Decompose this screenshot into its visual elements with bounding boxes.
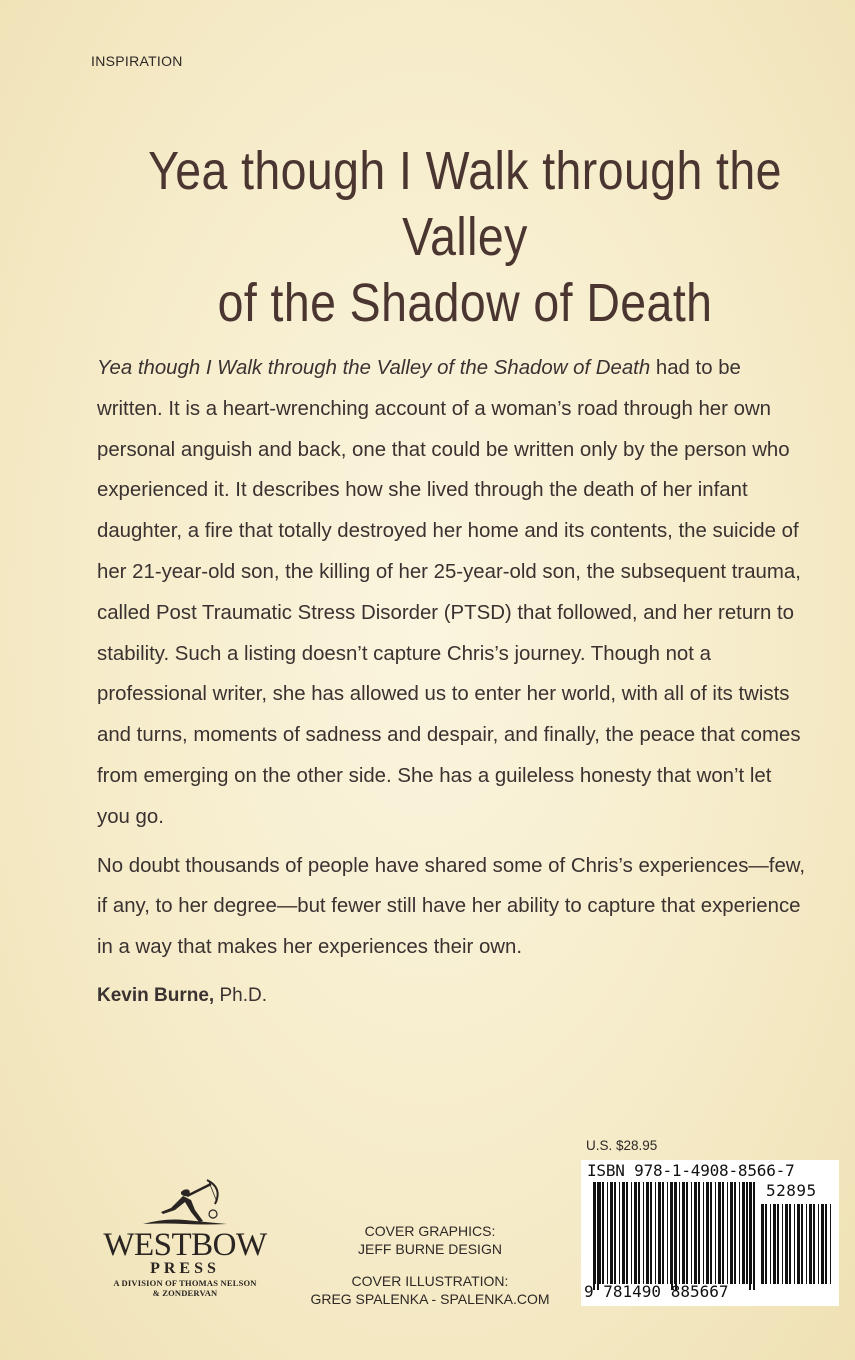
barcode-bar — [830, 1204, 831, 1284]
barcode-bar — [730, 1182, 733, 1284]
blurb-paragraph-1-text: had to be written. It is a heart-wrenching account of a woman’s road through her own personal anguish and back, one that could be written only by the person who experienced it. It describes how she lived through the death of her infant daughter, a fire that totally destroyed her home and its contents, the suicide of her 21-year-old son, the killing of her 25-year-old son, the subsequent trauma, called Post Traumatic Stress Disorder (PTSD) that followed, and her return to stability. Such a listing doesn’t capture Chris’s journey. Though not a professional writer, she has allowed us to enter her world, with all of its twists and turns, moments of sadness and despair, and finally, the peace that comes from emerging on the other side. She has a guileless honesty that won’t let you go. — [97, 357, 801, 828]
cover-graphics-label: COVER GRAPHICS: — [364, 1223, 496, 1239]
barcode-bar — [595, 1182, 596, 1284]
barcode-bar — [691, 1182, 692, 1284]
isbn-barcode — [581, 1160, 839, 1306]
barcode-bar — [650, 1182, 652, 1284]
barcode-bar — [614, 1182, 616, 1284]
barcode-bar — [703, 1182, 704, 1284]
barcode-bar — [801, 1204, 803, 1284]
barcode-bar — [686, 1182, 688, 1284]
barcode-bar — [821, 1204, 824, 1284]
book-title — [117, 138, 814, 336]
cover-illustration-label: COVER ILLUSTRATION: — [351, 1273, 509, 1289]
barcode-guard-bar — [593, 1182, 595, 1290]
author-degree: Ph.D. — [214, 984, 268, 1006]
barcode-bar — [806, 1204, 807, 1284]
barcode-bar — [694, 1182, 697, 1284]
barcode-bar — [634, 1182, 637, 1284]
barcode-guard-bar — [597, 1182, 599, 1290]
barcode-bar — [809, 1204, 812, 1284]
barcode-bar — [777, 1204, 779, 1284]
barcode-number: 9 781490 885667 — [584, 1282, 729, 1301]
barcode-bar — [761, 1204, 764, 1284]
barcode-bar — [655, 1182, 656, 1284]
barcode-guard-bar — [675, 1182, 677, 1290]
barcode-bar — [658, 1182, 661, 1284]
barcode-bar — [813, 1204, 815, 1284]
barcode-bar — [773, 1204, 776, 1284]
barcode-bar — [818, 1204, 819, 1284]
barcode-bar — [751, 1182, 752, 1284]
barcode-bar — [746, 1182, 748, 1284]
barcode-guard-bar — [749, 1182, 751, 1290]
book-title-line-1: Yea though I Walk through the Valley — [148, 141, 782, 267]
endorsement-author — [97, 976, 809, 1017]
barcode-guard-bar — [671, 1182, 673, 1290]
genre-label: INSPIRATION — [91, 53, 183, 69]
barcode-bar — [794, 1204, 795, 1284]
barcode-bar — [619, 1182, 620, 1284]
barcode-bar — [797, 1204, 800, 1284]
publisher-division-line-1: A DIVISION OF THOMAS NELSON — [113, 1278, 257, 1288]
barcode-bar — [610, 1182, 613, 1284]
barcode-bar — [706, 1182, 709, 1284]
barcode-bar — [679, 1182, 680, 1284]
barcode-bar — [602, 1182, 604, 1284]
book-title-line-2: of the Shadow of Death — [217, 273, 713, 333]
blurb-paragraph-1 — [97, 348, 809, 838]
barcode-bar — [742, 1182, 745, 1284]
cover-illustration-name: GREG SPALENKA - SPALENKA.COM — [310, 1291, 550, 1307]
barcode-bar — [698, 1182, 700, 1284]
barcode-bar — [789, 1204, 791, 1284]
barcode-bar — [646, 1182, 649, 1284]
publisher-press: PRESS — [150, 1260, 220, 1277]
barcode-bar — [734, 1182, 736, 1284]
barcode-bar — [607, 1182, 608, 1284]
cover-graphics-name: JEFF BURNE DESIGN — [358, 1241, 502, 1257]
barcode-guard-bar — [753, 1182, 755, 1290]
barcode-bar — [638, 1182, 640, 1284]
barcode-bar — [626, 1182, 628, 1284]
barcode-bar — [825, 1204, 827, 1284]
blurb-paragraph-2: No doubt thousands of people have shared some of Chris’s experiences—few, if any, to her degree—but fewer still have her ability to capture that experience in a way that makes her experiences their own. — [97, 854, 806, 959]
barcode-addon-number: 52895 — [766, 1181, 817, 1200]
barcode-bar — [785, 1204, 788, 1284]
author-name: Kevin Burne, — [97, 984, 215, 1006]
barcode-bar — [722, 1182, 724, 1284]
publisher-logo — [95, 1178, 275, 1298]
barcode-bar — [682, 1182, 685, 1284]
publisher-division-line-2: & ZONDERVAN — [152, 1288, 218, 1298]
barcode-bar — [765, 1204, 767, 1284]
blurb-title-reference: Yea though I Walk through the Valley of the Shadow of Death — [97, 357, 651, 379]
barcode-bar — [770, 1204, 771, 1284]
barcode-bar — [631, 1182, 632, 1284]
publisher-name: WESTBOW — [103, 1227, 267, 1263]
barcode-bar — [782, 1204, 783, 1284]
price-label: U.S. $28.95 — [586, 1138, 658, 1153]
back-cover-blurb — [97, 348, 809, 1017]
barcode-bar — [622, 1182, 625, 1284]
barcode-bar — [727, 1182, 728, 1284]
barcode-bar — [718, 1182, 721, 1284]
isbn-label: ISBN 978-1-4908-8566-7 — [587, 1161, 795, 1180]
barcode-bar — [715, 1182, 716, 1284]
barcode-bar — [643, 1182, 644, 1284]
cover-credits — [300, 1222, 560, 1308]
barcode-bar — [739, 1182, 740, 1284]
barcode-bar — [662, 1182, 664, 1284]
archer-icon — [125, 1178, 245, 1228]
barcode-bar — [710, 1182, 712, 1284]
barcode-bar — [667, 1182, 668, 1284]
